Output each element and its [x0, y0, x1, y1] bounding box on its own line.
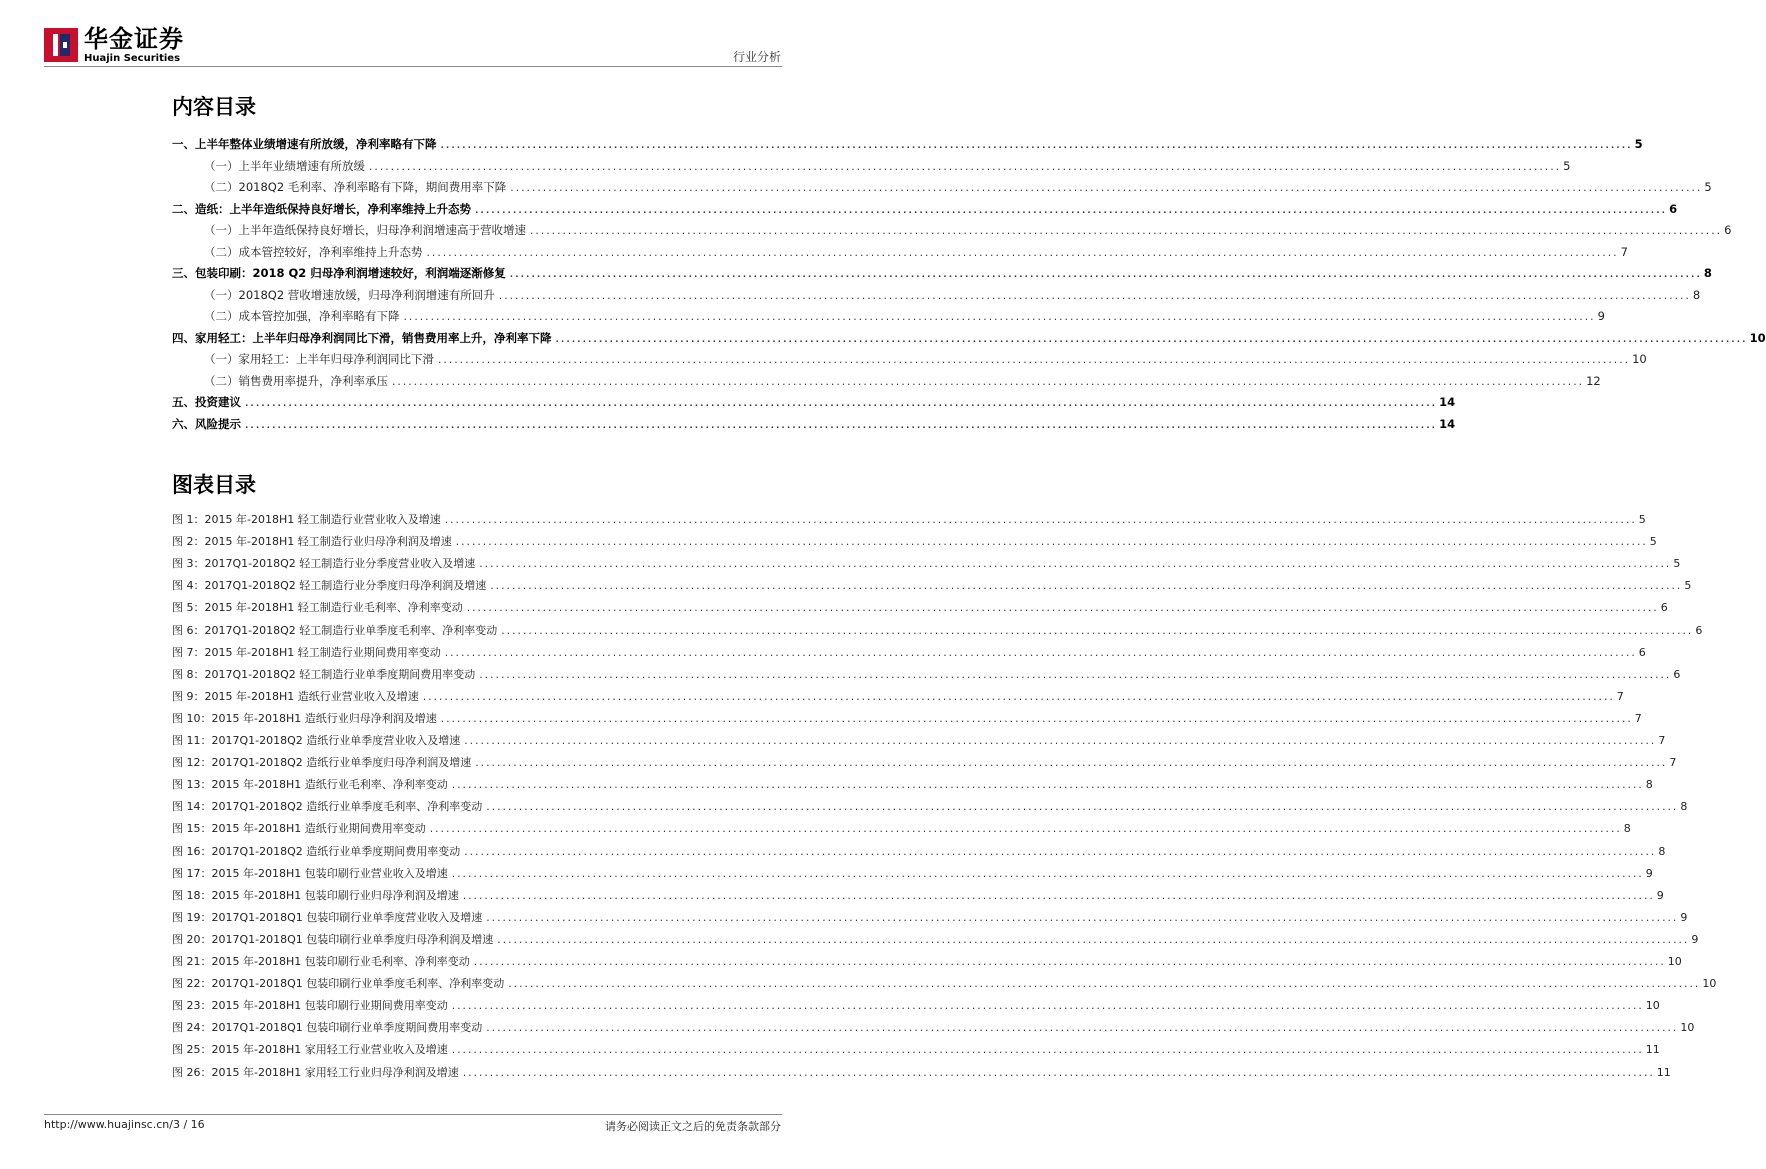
figure-entry[interactable]	[172, 753, 1677, 773]
logo-white-stroke	[53, 34, 58, 56]
footer-disclaimer: 请务必阅读正文之后的免责条款部分	[605, 1120, 781, 1133]
toc-subsection-entry-label: （一）上半年业绩增速有所放缓	[204, 158, 365, 173]
dot-leader: ............................................................................................................................................................................................................................	[496, 935, 1689, 946]
dot-leader: ............................................................................................................................................................................................................................	[485, 913, 1678, 924]
figure-entry-label: 图 17：2015 年-2018H1 包装印刷行业营业收入及增速	[172, 866, 448, 880]
figure-entry[interactable]	[172, 775, 1653, 795]
dot-leader: ............................................................................................................................................................................................................................	[461, 891, 1654, 902]
footer-page-number: 3 / 16	[172, 1118, 205, 1131]
figure-entry-page-number: 9	[1680, 910, 1688, 924]
toc-subsection-entry-label: （二）成本管控较好，净利率维持上升态势	[204, 244, 423, 259]
figure-entry-page-number: 10	[1680, 1021, 1695, 1035]
figure-entry-label: 图 21：2015 年-2018H1 包装印刷行业毛利率、净利率变动	[172, 955, 470, 968]
toc-section-entry-page-number: 8	[1703, 266, 1712, 280]
figure-entry-label: 图 26：2015 年-2018H1 家用轻工行业归母净利润及增速	[172, 1065, 459, 1079]
toc-section-entry-page-number: 14	[1439, 416, 1456, 431]
dot-leader: ............................................................................................................................................................................................................................	[450, 1046, 1643, 1057]
figure-entry[interactable]	[172, 842, 1666, 862]
figure-entry[interactable]	[172, 1063, 1671, 1083]
toc-section-entry-page-number: 10	[1749, 330, 1766, 345]
dot-leader: ............................................................................................................................................................................................................................	[368, 162, 1561, 173]
figure-entry-page-number: 7	[1658, 734, 1666, 747]
toc-subsection-entry[interactable]	[204, 349, 1647, 369]
figure-entry-label: 图 10：2015 年-2018H1 造纸行业归母净利润及增速	[172, 711, 437, 725]
page-header	[0, 0, 827, 70]
figure-entry[interactable]	[172, 797, 1688, 817]
figure-entry[interactable]	[172, 819, 1631, 839]
document-type: 行业分析	[732, 50, 781, 64]
figure-entry-page-number: 8	[1623, 822, 1631, 836]
dot-leader: ............................................................................................................................................................................................................................	[474, 759, 1667, 770]
figure-entry-page-number: 6	[1695, 623, 1703, 637]
toc-subsection-entry-page-number: 5	[1704, 180, 1712, 194]
figure-entry[interactable]	[172, 576, 1692, 596]
toc-section-entry-label: 六、风险提示	[172, 416, 241, 431]
figure-entry[interactable]	[172, 974, 1717, 994]
dot-leader: ............................................................................................................................................................................................................................	[509, 184, 1702, 194]
dot-leader: ............................................................................................................................................................................................................................	[443, 648, 1636, 659]
figure-entry-label: 图 16：2017Q1-2018Q2 造纸行业单季度期间费用率变动	[172, 844, 461, 858]
figure-entry-page-number: 5	[1649, 535, 1657, 549]
dot-leader: ............................................................................................................................................................................................................................	[450, 781, 1643, 792]
dot-leader: ............................................................................................................................................................................................................................	[421, 692, 1614, 703]
figure-entry-label: 图 7：2015 年-2018H1 轻工制造行业期间费用率变动	[172, 645, 441, 659]
dot-leader: ............................................................................................................................................................................................................................	[443, 516, 1636, 526]
figure-entry-label: 图 19：2017Q1-2018Q1 包装印刷行业单季度营业收入及增速	[172, 910, 483, 924]
figure-entry-label: 图 23：2015 年-2018H1 包装印刷行业期间费用率变动	[172, 999, 448, 1013]
dot-leader: ............................................................................................................................................................................................................................	[474, 205, 1667, 216]
toc-subsection-entry[interactable]	[204, 177, 1712, 197]
toc-section-entry[interactable]	[172, 414, 1456, 434]
figure-entry[interactable]	[172, 1040, 1660, 1060]
figure-entry[interactable]	[172, 930, 1699, 950]
toc-section-entry-page-number: 5	[1634, 137, 1643, 151]
figure-entry-page-number: 9	[1645, 866, 1653, 880]
figure-entry[interactable]	[172, 665, 1681, 685]
dot-leader: ............................................................................................................................................................................................................................	[463, 737, 1656, 747]
dot-leader: ............................................................................................................................................................................................................................	[244, 420, 1437, 431]
dot-leader: ............................................................................................................................................................................................................................	[244, 399, 1437, 409]
toc-section-entry-label: 二、造纸：上半年造纸保持良好增长，净利率维持上升态势	[172, 201, 471, 216]
toc-subsection-entry-page-number: 5	[1563, 158, 1571, 173]
figure-entry-page-number: 8	[1658, 844, 1666, 858]
figure-entry-page-number: 7	[1669, 756, 1677, 770]
figure-entry[interactable]	[172, 687, 1624, 707]
figure-entry-page-number: 8	[1645, 778, 1653, 792]
figure-entry-label: 图 14：2017Q1-2018Q2 造纸行业单季度毛利率、净利率变动	[172, 800, 483, 814]
toc-section-entry[interactable]	[172, 134, 1643, 154]
dot-leader: ............................................................................................................................................................................................................................	[402, 313, 1595, 323]
figure-entry-page-number: 7	[1616, 689, 1624, 703]
toc-subsection-entry[interactable]	[204, 156, 1571, 176]
figure-entry[interactable]	[172, 996, 1660, 1016]
toc-section-entry-label: 四、家用轻工：上半年归母净利润同比下滑，销售费用率上升，净利率下降	[172, 330, 552, 345]
figure-entry-label: 图 12：2017Q1-2018Q2 造纸行业单季度归母净利润及增速	[172, 756, 472, 770]
toc-subsection-entry[interactable]	[204, 306, 1605, 326]
figure-entry-label: 图 24：2017Q1-2018Q1 包装印刷行业单季度期间费用率变动	[172, 1021, 483, 1035]
footer-url-page	[44, 1118, 205, 1131]
dot-leader: ............................................................................................................................................................................................................................	[439, 141, 1632, 151]
figure-entry-page-number: 10	[1645, 999, 1660, 1013]
toc-subsection-entry-page-number: 6	[1724, 223, 1732, 237]
figure-entry[interactable]	[172, 621, 1703, 641]
toc-section-entry[interactable]	[172, 263, 1712, 283]
figure-entry-label: 图 20：2017Q1-2018Q1 包装印刷行业单季度归母净利润及增速	[172, 932, 494, 946]
dot-leader: ............................................................................................................................................................................................................................	[439, 714, 1632, 725]
toc-subsection-entry-label: （一）家用轻工：上半年归母净利润同比下滑	[204, 352, 434, 366]
figure-entry-page-number: 5	[1673, 557, 1681, 571]
dot-leader: ............................................................................................................................................................................................................................	[450, 869, 1643, 880]
figure-entry-page-number: 11	[1645, 1043, 1660, 1057]
footer-url[interactable]: http://www.huajinsc.cn/	[44, 1118, 173, 1131]
figure-entry-label: 图 9：2015 年-2018H1 造纸行业营业收入及增速	[172, 689, 419, 703]
brand-name-en: Huajin Securities	[84, 53, 181, 64]
toc-section-entry[interactable]	[172, 199, 1678, 219]
figure-entry-page-number: 9	[1656, 888, 1664, 902]
figure-entry-page-number: 6	[1660, 601, 1668, 615]
figure-entry[interactable]	[172, 952, 1682, 972]
dot-leader: ............................................................................................................................................................................................................................	[454, 538, 1647, 549]
dot-leader: ............................................................................................................................................................................................................................	[465, 604, 1658, 615]
dot-leader: ............................................................................................................................................................................................................................	[428, 825, 1621, 836]
dot-leader: ............................................................................................................................................................................................................................	[497, 291, 1690, 302]
toc-section-entry-label: 五、投资建议	[172, 395, 241, 409]
figure-entry[interactable]	[172, 864, 1653, 884]
toc-subsection-entry-label: （二）销售费用率提升，净利率承压	[204, 373, 388, 388]
dot-leader: ............................................................................................................................................................................................................................	[489, 582, 1682, 593]
figure-entry[interactable]	[172, 731, 1666, 751]
toc-section-entry[interactable]	[172, 328, 1766, 348]
figure-entry-label: 图 13：2015 年-2018H1 造纸行业毛利率、净利率变动	[172, 778, 448, 792]
toc-section-entry-label: 一、上半年整体业绩增速有所放缓，净利率略有下降	[172, 137, 437, 151]
figure-entry-label: 图 5：2015 年-2018H1 轻工制造行业毛利率、净利率变动	[172, 601, 463, 615]
figure-entry[interactable]	[172, 510, 1646, 530]
figure-entry[interactable]	[172, 643, 1646, 663]
toc-section-entry-page-number: 6	[1669, 201, 1678, 216]
toc-subsection-entry[interactable]	[204, 285, 1701, 305]
figure-entry[interactable]	[172, 598, 1668, 618]
figure-entry-page-number: 10	[1702, 977, 1717, 991]
figure-entry-label: 图 11：2017Q1-2018Q2 造纸行业单季度营业收入及增速	[172, 734, 461, 747]
dot-leader: ............................................................................................................................................................................................................................	[463, 847, 1656, 858]
dot-leader: ............................................................................................................................................................................................................................	[478, 560, 1671, 571]
figure-entry-page-number: 9	[1691, 932, 1699, 946]
figure-entry[interactable]	[172, 532, 1657, 552]
figure-entry[interactable]	[172, 908, 1688, 928]
figure-entry-page-number: 5	[1684, 579, 1692, 593]
figure-entry-page-number: 10	[1667, 955, 1682, 968]
dot-leader: ............................................................................................................................................................................................................................	[508, 270, 1701, 280]
figure-entry[interactable]	[172, 709, 1642, 729]
figure-entry-label: 图 15：2015 年-2018H1 造纸行业期间费用率变动	[172, 822, 426, 836]
toc-subsection-entry-page-number: 8	[1692, 287, 1701, 302]
figure-entry-label: 图 6：2017Q1-2018Q2 轻工制造行业单季度毛利率、净利率变动	[172, 623, 498, 637]
figure-entry-label: 图 2：2015 年-2018H1 轻工制造行业归母净利润及增速	[172, 535, 452, 549]
dot-leader: ............................................................................................................................................................................................................................	[554, 334, 1747, 345]
header-divider	[44, 66, 782, 67]
dot-leader: ............................................................................................................................................................................................................................	[437, 356, 1630, 366]
dot-leader: ............................................................................................................................................................................................................................	[425, 248, 1618, 259]
toc-title: 内容目录	[172, 95, 256, 119]
toc-subsection-entry-label: （一）上半年造纸保持良好增长，归母净利润增速高于营收增速	[204, 223, 526, 237]
dot-leader: ............................................................................................................................................................................................................................	[450, 1002, 1643, 1013]
figure-entry[interactable]	[172, 1018, 1695, 1038]
dot-leader: ............................................................................................................................................................................................................................	[485, 1024, 1678, 1035]
toc-subsection-entry-page-number: 7	[1620, 244, 1628, 259]
toc-section-entry[interactable]	[172, 392, 1456, 412]
toc-section-entry-label: 三、包装印刷：2018 Q2 归母净利润增速较好，利润端逐渐修复	[172, 266, 506, 280]
toc-subsection-entry-label: （二）成本管控加强，净利率略有下降	[204, 309, 400, 323]
figure-entry-label: 图 25：2015 年-2018H1 家用轻工行业营业收入及增速	[172, 1043, 448, 1057]
logo-white-notch	[63, 42, 67, 48]
toc-subsection-entry-page-number: 9	[1597, 309, 1605, 323]
dot-leader: ............................................................................................................................................................................................................................	[391, 377, 1584, 388]
figure-entry-page-number: 8	[1680, 800, 1688, 814]
figure-entry-label: 图 8：2017Q1-2018Q2 轻工制造行业单季度期间费用率变动	[172, 667, 476, 681]
dot-leader: ............................................................................................................................................................................................................................	[500, 626, 1693, 637]
huajin-logo-icon	[44, 28, 78, 62]
dot-leader: ............................................................................................................................................................................................................................	[461, 1068, 1654, 1079]
toc-section-entry-page-number: 14	[1439, 395, 1456, 409]
figure-entry-label: 图 4：2017Q1-2018Q2 轻工制造行业分季度归母净利润及增速	[172, 579, 487, 593]
footer-divider	[44, 1114, 782, 1115]
toc-subsection-entry-label: （一）2018Q2 营收增速放缓，归母净利润增速有所回升	[204, 287, 495, 302]
figure-entry-page-number: 7	[1634, 711, 1642, 725]
figure-entry-page-number: 5	[1638, 513, 1646, 526]
toc-subsection-entry-page-number: 12	[1586, 373, 1601, 388]
dot-leader: ............................................................................................................................................................................................................................	[529, 227, 1722, 237]
toc-subsection-entry-label: （二）2018Q2 毛利率、净利率略有下降，期间费用率下降	[204, 180, 507, 194]
figure-entry-page-number: 11	[1656, 1065, 1671, 1079]
figure-entry-label: 图 22：2017Q1-2018Q1 包装印刷行业单季度毛利率、净利率变动	[172, 977, 505, 991]
dot-leader: ............................................................................................................................................................................................................................	[507, 980, 1700, 991]
figure-entry-page-number: 6	[1673, 667, 1681, 681]
figure-entry-label: 图 1：2015 年-2018H1 轻工制造行业营业收入及增速	[172, 513, 441, 526]
dot-leader: ............................................................................................................................................................................................................................	[478, 670, 1671, 681]
toc-subsection-entry[interactable]	[204, 242, 1628, 262]
toc-subsection-entry[interactable]	[204, 371, 1601, 391]
figure-entry-label: 图 18：2015 年-2018H1 包装印刷行业归母净利润及增速	[172, 888, 459, 902]
dot-leader: ............................................................................................................................................................................................................................	[472, 958, 1665, 968]
figure-entry[interactable]	[172, 554, 1681, 574]
brand-name-cn: 华金证券	[84, 25, 184, 53]
figure-entry[interactable]	[172, 886, 1664, 906]
figures-title: 图表目录	[172, 473, 256, 497]
dot-leader: ............................................................................................................................................................................................................................	[485, 803, 1678, 814]
figure-entry-label: 图 3：2017Q1-2018Q2 轻工制造行业分季度营业收入及增速	[172, 557, 476, 571]
figure-entry-page-number: 6	[1638, 645, 1646, 659]
toc-subsection-entry[interactable]	[204, 220, 1732, 240]
toc-subsection-entry-page-number: 10	[1632, 352, 1647, 366]
